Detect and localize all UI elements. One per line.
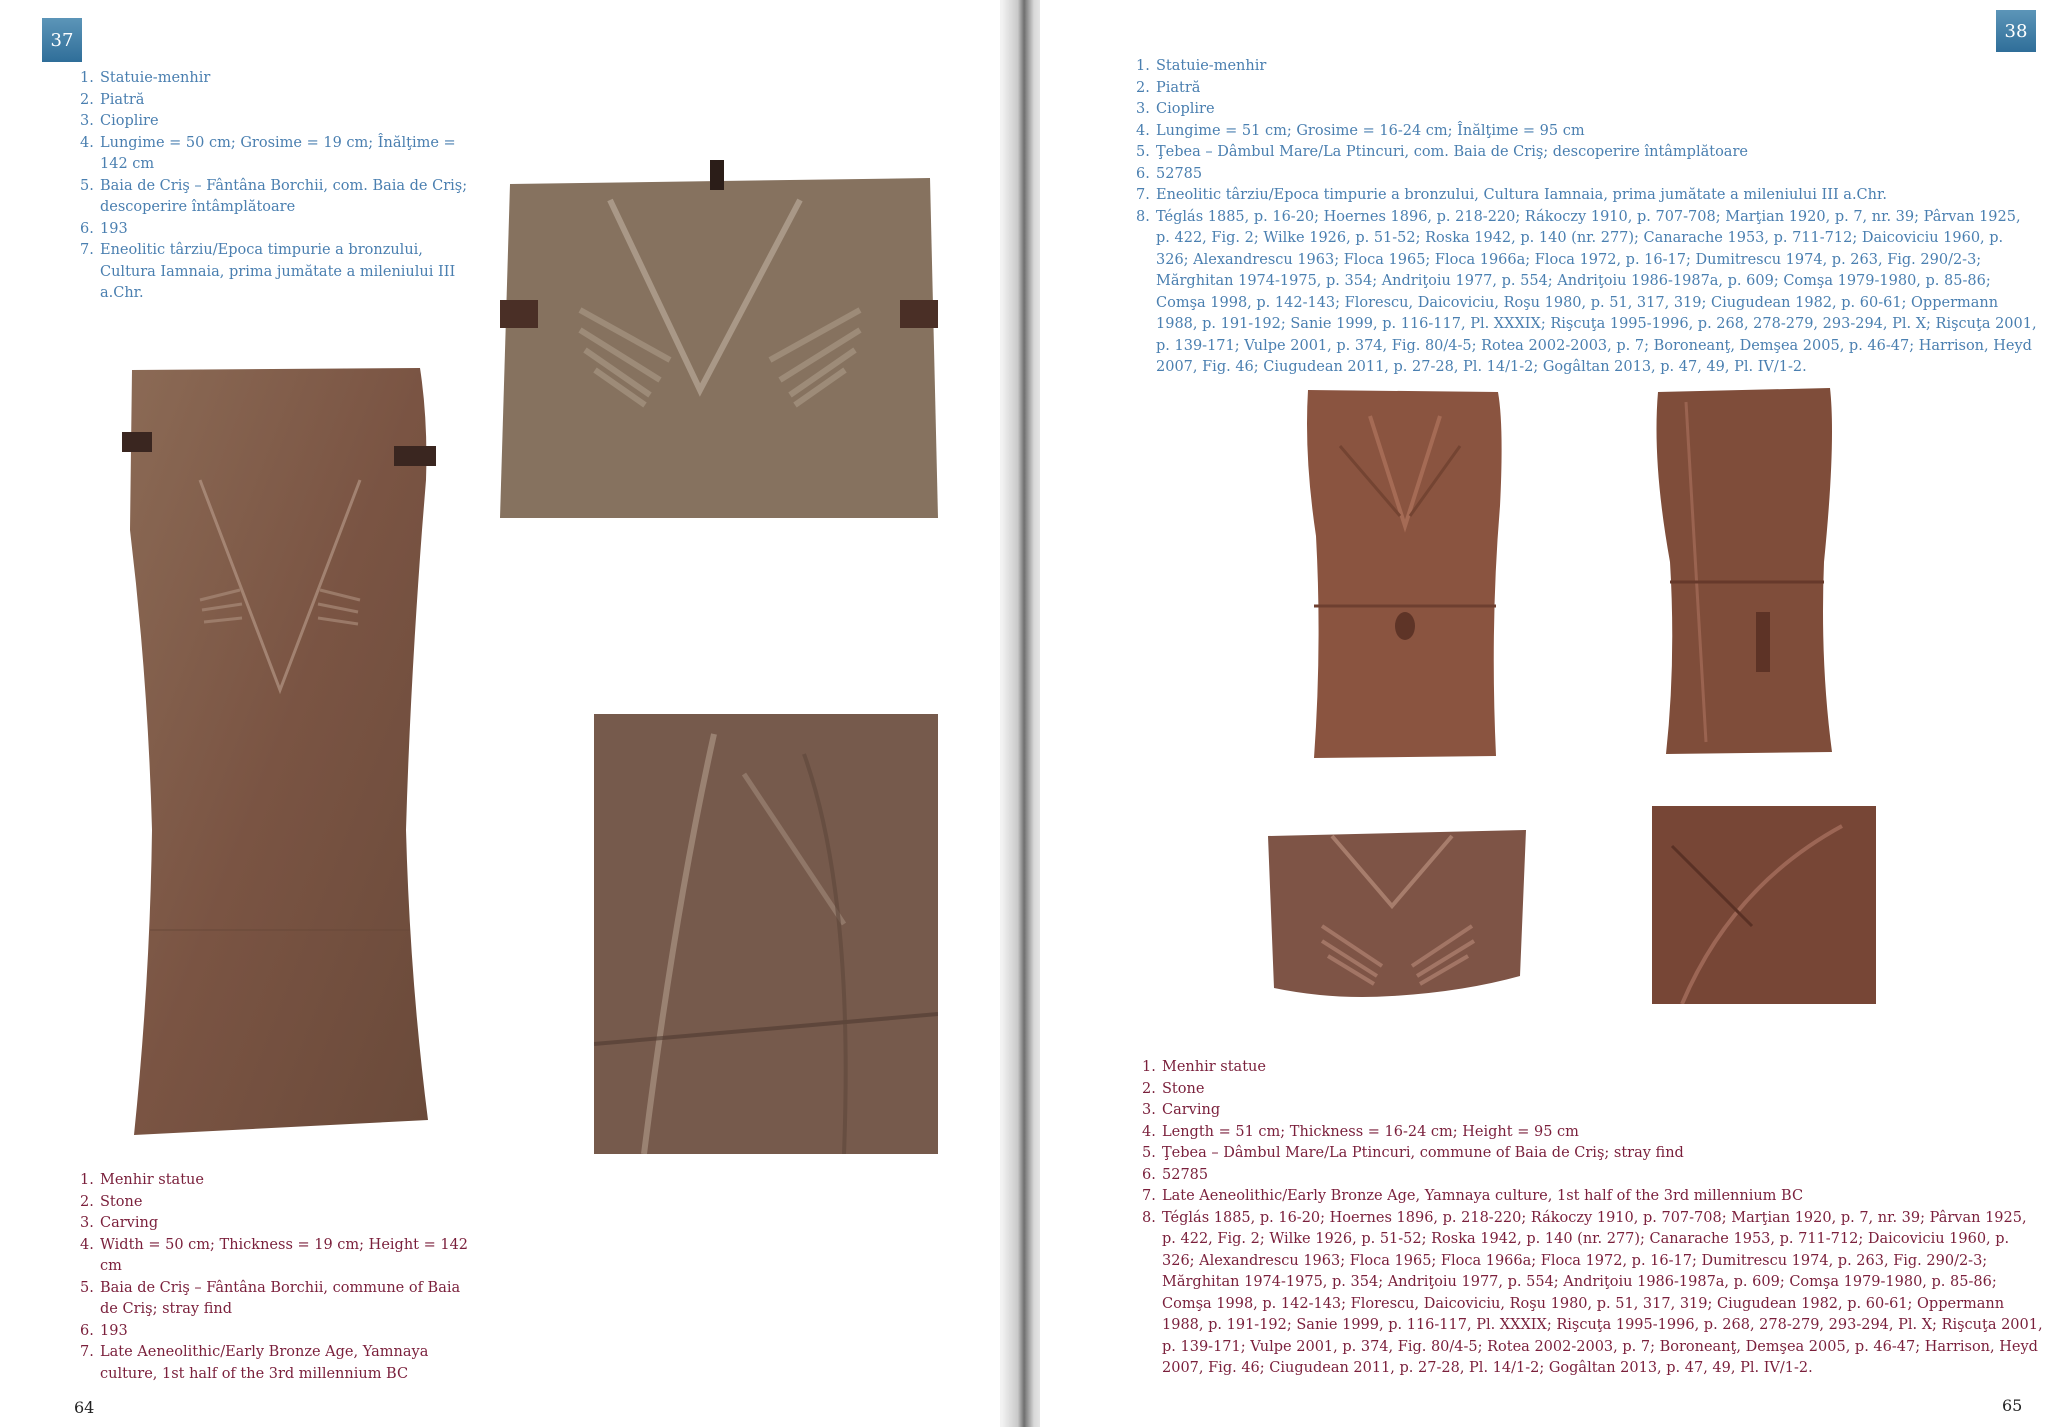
english-caption <box>1142 1057 2044 1380</box>
statue-belt-detail-photo <box>594 714 938 1154</box>
caption-item: 8. Téglás 1885, p. 16-20; Hoernes 1896, p. 218-220; Rákoczy 1910, p. 707-708; Marţian 1920, p. 7, nr. 39; Pârvan 1925, p. 422, Fig. 2; Wilke 1926, p. 51-52; Roska 1942, p. 140 (nr. 277); Canarache 1953, p. 711-712; Daicoviciu 1960, p. 326; Alexandrescu 1963; Floca 1965; Floca 1966a; Floca 1972, p. 16-17; Dumitrescu 1974, p. 263, Fig. 290/2-3; Mărghitan 1974-1975, p. 354; Andriţoiu 1977, p. 554; Andriţoiu 1986-1987a, p. 609; Comşa 1979-1980, p. 85-86; Comşa 1998, p. 142-143; Florescu, Daicoviciu, Roşu 1980, p. 51, 317, 319; Ciugudean 1982, p. 60-61; Oppermann 1988, p. 191-192; Sanie 1999, p. 116-117, Pl. XXXIX; Rişcuţa 1995-1996, p. 268, 278-279, 293-294, Pl. X; Rişcuţa 2001, p. 139-171; Vulpe 2001, p. 374, Fig. 80/4-5; Rotea 2002-2003, p. 7; Boroneanţ, Demşea 2005, p. 46-47; Harrison, Heyd 2007, Fig. 46; Ciugudean 2011, p. 27-28, Pl. 14/1-2; Gogâltan 2013, p. 47, 49, Pl. IV/1-2. <box>1136 208 2037 375</box>
caption-item: 3. Cioplire <box>80 113 159 129</box>
caption-item: 3. Cioplire <box>1136 101 1215 117</box>
caption-item: 4. Width = 50 cm; Thickness = 19 cm; Height = 142 cm <box>80 1236 469 1274</box>
caption-item: 1. Menhir statue <box>80 1172 204 1188</box>
caption-item: 5. Baia de Criş – Fântâna Borchii, com. Baia de Criş; descoperire întâmplătoare <box>80 177 468 215</box>
caption-item: 1. Statuie-menhir <box>80 70 211 86</box>
caption-item: 2. Stone <box>1142 1080 1205 1097</box>
caption-item: 4. Lungime = 51 cm; Grosime = 16-24 cm; Înălţime = 95 cm <box>1136 122 1585 139</box>
statue-front-photo <box>1300 386 1510 766</box>
caption-item: 6. 52785 <box>1142 1166 1209 1183</box>
english-caption <box>80 1170 474 1385</box>
caption-item: 6. 52785 <box>1136 165 1203 182</box>
caption-item: 5. Ţebea – Dâmbul Mare/La Ptincuri, com. Baia de Criş; descoperire întâmplătoare <box>1136 144 1748 160</box>
romanian-caption <box>80 68 474 305</box>
caption-item: 5. Ţebea – Dâmbul Mare/La Ptincuri, commune of Baia de Criş; stray find <box>1142 1145 1684 1161</box>
catalogue-number-badge: 38 <box>1996 10 2036 52</box>
caption-item: 5. Baia de Criş – Fântâna Borchii, commune of Baia de Criş; stray find <box>80 1279 461 1317</box>
caption-item: 7. Late Aeneolithic/Early Bronze Age, Yamnaya culture, 1st half of the 3rd millennium BC <box>1142 1188 1804 1204</box>
page-number: 65 <box>2002 1396 2023 1415</box>
caption-item: 7. Eneolitic târziu/Epoca timpurie a bronzului, Cultura Iamnaia, prima jumătate a mileniului III a.Chr. <box>80 242 456 301</box>
caption-item: 7. Eneolitic târziu/Epoca timpurie a bronzului, Cultura Iamnaia, prima jumătate a mileniului III a.Chr. <box>1136 187 1887 203</box>
left-page <box>0 0 1000 1427</box>
statue-fragment-photo <box>1652 806 1876 1004</box>
caption-item: 4. Length = 51 cm; Thickness = 16-24 cm; Height = 95 cm <box>1142 1123 1579 1140</box>
caption-item: 1. Menhir statue <box>1142 1059 1266 1075</box>
caption-item: 2. Piatră <box>1136 79 1201 96</box>
statue-full-photo <box>110 360 450 1150</box>
caption-item: 2. Piatră <box>80 91 145 108</box>
right-page <box>1040 0 2048 1427</box>
statue-hands-photo <box>1262 816 1532 1006</box>
caption-item: 6. 193 <box>80 1322 128 1339</box>
statue-side-photo <box>1646 382 1840 758</box>
caption-item: 2. Stone <box>80 1193 143 1210</box>
page-number: 64 <box>74 1398 95 1417</box>
romanian-caption <box>1136 56 2038 379</box>
caption-item: 7. Late Aeneolithic/Early Bronze Age, Yamnaya culture, 1st half of the 3rd millennium BC <box>80 1344 429 1382</box>
caption-item: 3. Carving <box>80 1215 159 1231</box>
caption-item: 8. Téglás 1885, p. 16-20; Hoernes 1896, p. 218-220; Rákoczy 1910, p. 707-708; Marţian 1920, p. 7, nr. 39; Pârvan 1925, p. 422, Fig. 2; Wilke 1926, p. 51-52; Roska 1942, p. 140 (nr. 277); Canarache 1953, p. 711-712; Daicoviciu 1960, p. 326; Alexandrescu 1963; Floca 1965; Floca 1966a; Floca 1972, p. 16-17; Dumitrescu 1974, p. 263, Fig. 290/2-3; Mărghitan 1974-1975, p. 354; Andriţoiu 1977, p. 554; Andriţoiu 1986-1987a, p. 609; Comşa 1979-1980, p. 85-86; Comşa 1998, p. 142-143; Florescu, Daicoviciu, Roşu 1980, p. 51, 317, 319; Ciugudean 1982, p. 60-61; Oppermann 1988, p. 191-192; Sanie 1999, p. 116-117, Pl. XXXIX; Rişcuţa 1995-1996, p. 268, 278-279, 293-294, Pl. X; Rişcuţa 2001, p. 139-171; Vulpe 2001, p. 374, Fig. 80/4-5; Rotea 2002-2003, p. 7; Boroneanţ, Demşea 2005, p. 46-47; Harrison, Heyd 2007, Fig. 46; Ciugudean 2011, p. 27-28, Pl. 14/1-2; Gogâltan 2013, p. 47, 49, Pl. IV/1-2. <box>1142 1209 2043 1376</box>
caption-item: 4. Lungime = 50 cm; Grosime = 19 cm; Înălţime = 142 cm <box>80 134 456 172</box>
caption-item: 6. 193 <box>80 220 128 237</box>
catalogue-number-badge: 37 <box>42 18 82 62</box>
statue-hands-detail-photo <box>500 160 938 518</box>
caption-item: 3. Carving <box>1142 1102 1221 1118</box>
caption-item: 1. Statuie-menhir <box>1136 58 1267 74</box>
